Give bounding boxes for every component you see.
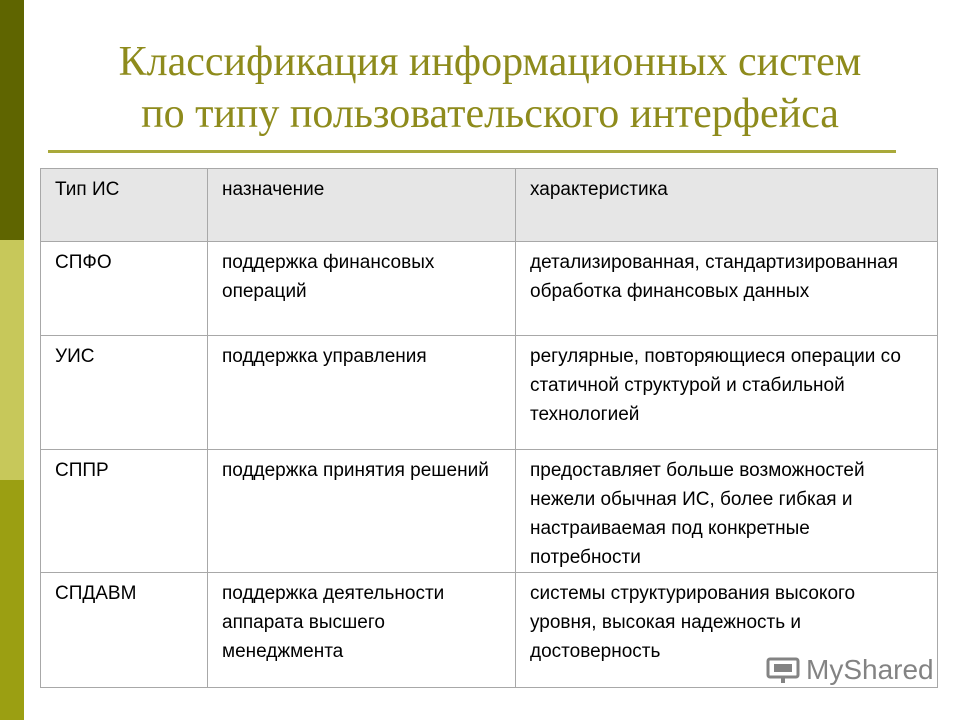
cell-type: СПФО	[41, 242, 208, 336]
cell-characteristic: детализированная, стандартизированная обработка финансовых данных	[516, 242, 938, 336]
cell-type: УИС	[41, 336, 208, 450]
watermark-text: MyShared	[806, 654, 934, 685]
cell-characteristic: предоставляет больше возможностей нежели обычная ИС, более гибкая и настраиваемая под конкретные потребности	[516, 450, 938, 573]
left-accent-bar-top	[0, 0, 24, 240]
cell-purpose: поддержка финансовых операций	[208, 242, 516, 336]
left-accent-bar-middle	[0, 240, 24, 480]
header-cell-type: Тип ИС	[41, 169, 208, 242]
table-row	[41, 450, 938, 573]
cell-purpose: поддержка принятия решений	[208, 450, 516, 573]
projector-icon	[766, 655, 800, 685]
table-row	[41, 336, 938, 450]
cell-type: СППР	[41, 450, 208, 573]
cell-characteristic: регулярные, повторяющиеся операции со статичной структурой и стабильной технологией	[516, 336, 938, 450]
header-cell-characteristic: характеристика	[516, 169, 938, 242]
slide-title	[40, 36, 940, 140]
cell-type: СПДАВМ	[41, 573, 208, 688]
watermark	[766, 654, 934, 686]
left-accent-bar-bottom	[0, 480, 24, 720]
slide-title-line-2: по типу пользовательского интерфейса	[141, 91, 839, 137]
title-underline	[48, 150, 896, 153]
cell-characteristic: системы структурирования высокого уровня, высокая надежность и достоверность	[516, 573, 938, 688]
classification-table	[40, 168, 938, 688]
cell-purpose: поддержка управления	[208, 336, 516, 450]
cell-purpose: поддержка деятельности аппарата высшего менеджмента	[208, 573, 516, 688]
header-cell-purpose: назначение	[208, 169, 516, 242]
table-row	[41, 242, 938, 336]
table-header-row	[41, 169, 938, 242]
slide-title-line-1: Классификация информационных систем	[118, 39, 862, 85]
